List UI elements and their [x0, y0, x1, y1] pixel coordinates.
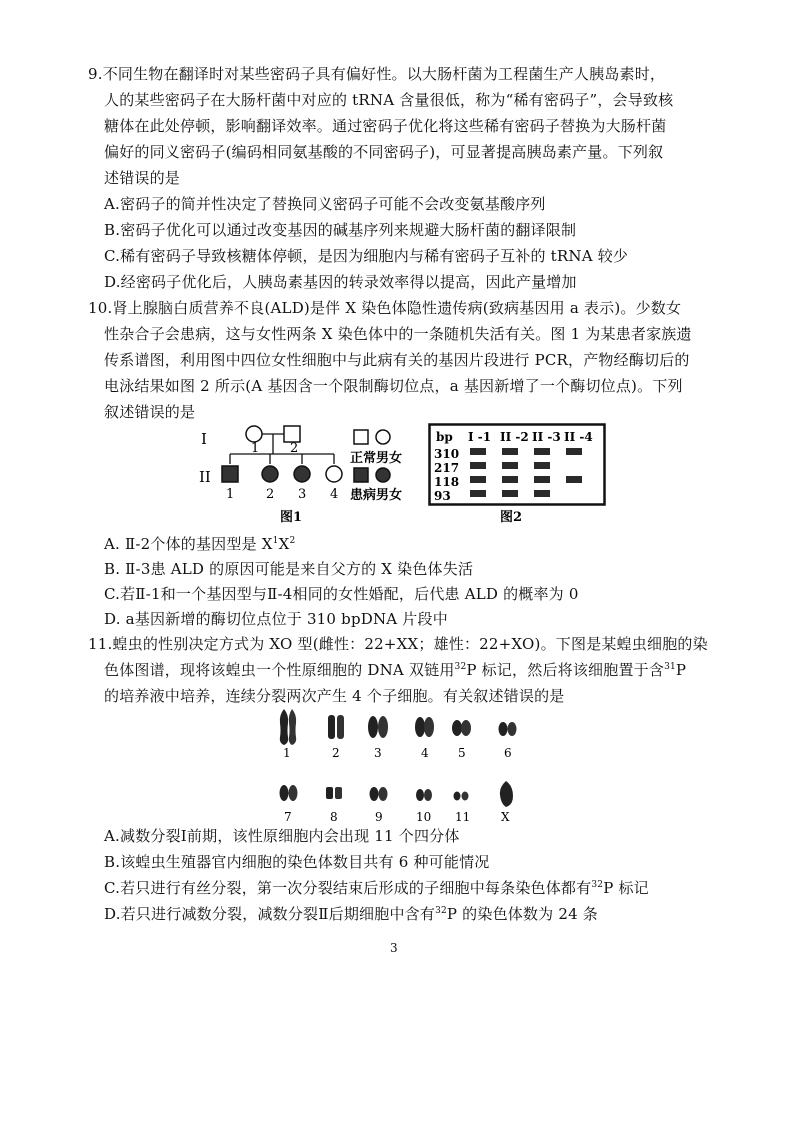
chromosome-10	[416, 789, 432, 801]
gel-band	[502, 462, 518, 469]
karyotype-label-x: X	[501, 810, 510, 823]
gel-figure	[428, 420, 608, 528]
chromosome-7	[280, 785, 298, 801]
female-normal-i1	[246, 426, 262, 442]
pedigree-num-i2: 2	[290, 441, 299, 456]
karyotype-label-2: 2	[332, 746, 340, 760]
legend-normal-male-icon	[354, 430, 368, 444]
female-affected-ii3	[294, 466, 310, 482]
q11-line-2: 色体图谱，现将该蝗虫一个性原细胞的 DNA 双链用$^{32}$P 标记，然后将该细胞置于含$^{31}$P	[104, 661, 687, 679]
chromosome-4	[415, 717, 434, 737]
karyotype-label-10: 10	[416, 810, 432, 823]
q9-option-a: A.密码子的简并性决定了替换同义密码子可能不会改变氨基酸序列	[104, 195, 546, 213]
gel-band	[502, 448, 518, 455]
chromosome-9	[370, 787, 388, 801]
chromosome-5	[452, 720, 471, 736]
gel-band	[470, 476, 486, 483]
q10-option-c: C.若Ⅱ-1和一个基因型与Ⅱ-4相同的女性婚配，后代患 ALD 的概率为 0	[104, 585, 579, 603]
chromosome-x	[500, 781, 513, 807]
gel-band	[470, 490, 486, 497]
male-affected-ii1	[222, 466, 238, 482]
q10-line-4: 电泳结果如图 2 所示(A 基因含一个限制酶切位点，a 基因新增了一个酶切位点)。下列	[104, 377, 683, 395]
q10-option-b: B. Ⅱ-3患 ALD 的原因可能是来自父方的 X 染色体失活	[104, 560, 474, 578]
karyotype-label-5: 5	[458, 746, 466, 760]
chromosome-3	[368, 716, 388, 738]
q9-line-4: 偏好的同义密码子(编码相同氨基酸的不同密码子)，可显著提高胰岛素产量。下列叙	[104, 143, 664, 161]
karyotype-label-8: 8	[330, 810, 338, 823]
karyotype-label-1: 1	[283, 746, 291, 760]
chromosome-6	[499, 722, 517, 736]
q11-option-d: D.若只进行减数分裂，减数分裂Ⅱ后期细胞中含有$^{32}$P 的染色体数为 24 条	[104, 905, 599, 923]
page-number: 3	[390, 941, 398, 955]
q9-line-3: 糖体在此处停顿，影响翻译效率。通过密码子优化将这些稀有密码子替换为大肠杆菌	[104, 117, 667, 135]
q9-line-1: 9.不同生物在翻译时对某些密码子具有偏好性。以大肠杆菌为工程菌生产人胰岛素时，	[88, 65, 666, 83]
q11-line-1: 11.蝗虫的性别决定方式为 XO 型(雌性：22+XX；雄性：22+XO)。下图是某蝗虫细胞的染	[88, 635, 708, 653]
gel-row-310: 310	[434, 447, 460, 461]
pedigree-figure	[196, 420, 421, 528]
figure1-caption: 图1	[280, 510, 303, 525]
q11-option-b: B.该蝗虫生殖器官内细胞的染色体数目共有 6 种可能情况	[104, 853, 490, 871]
karyotype-figure	[270, 705, 530, 823]
generation-label-i: I	[201, 430, 207, 448]
gel-row-217: 217	[434, 461, 460, 475]
pedigree-num-ii4: 4	[330, 487, 339, 502]
gel-band	[470, 462, 486, 469]
gel-band	[502, 490, 518, 497]
gel-band	[534, 476, 550, 483]
chromosome-1	[280, 709, 296, 745]
gel-row-93: 93	[434, 489, 451, 503]
karyotype-label-9: 9	[375, 810, 383, 823]
gel-row-118: 118	[434, 475, 460, 489]
q11-option-c: C.若只进行有丝分裂，第一次分裂结束后形成的子细胞中每条染色体都有$^{32}$P 标记	[104, 879, 649, 897]
q11-option-a: A.减数分裂Ⅰ前期，该性原细胞内会出现 11 个四分体	[104, 827, 460, 845]
karyotype-label-7: 7	[284, 810, 292, 823]
gel-lane-4-label: II -4	[564, 430, 593, 444]
pedigree-num-ii1: 1	[226, 487, 235, 502]
gel-lane-3-label: II -3	[532, 430, 561, 444]
legend-affected-label: 患病男女	[350, 488, 403, 503]
karyotype-label-11: 11	[455, 810, 471, 823]
male-normal-i2	[284, 426, 300, 442]
karyotype-label-6: 6	[504, 746, 512, 760]
gel-band	[534, 462, 550, 469]
legend-affected-female-icon	[376, 468, 390, 482]
karyotype-label-4: 4	[421, 746, 429, 760]
gel-band	[566, 476, 582, 483]
q9-line-2: 人的某些密码子在大肠杆菌中对应的 tRNA 含量很低，称为“稀有密码子”，会导致核	[104, 91, 674, 109]
q10-line-1: 10.肾上腺脑白质营养不良(ALD)是伴 X 染色体隐性遗传病(致病基因用 a 表示)。少数女	[88, 299, 682, 317]
q10-line-5: 叙述错误的是	[104, 403, 196, 421]
chromosome-2	[328, 715, 344, 739]
legend-affected-male-icon	[354, 468, 368, 482]
q10-option-d: D. a基因新增的酶切位点位于 310 bpDNA 片段中	[104, 610, 448, 628]
pedigree-num-ii3: 3	[298, 487, 307, 502]
female-normal-ii4	[326, 466, 342, 482]
gel-lane-2-label: II -2	[500, 430, 529, 444]
gel-header-bp: bp	[436, 430, 453, 444]
chromosome-11	[454, 792, 469, 801]
gel-band	[566, 448, 582, 455]
gel-band	[534, 490, 550, 497]
q10-line-3: 传系谱图，利用图中四位女性细胞中与此病有关的基因片段进行 PCR，产物经酶切后的	[104, 351, 690, 369]
female-affected-ii2	[262, 466, 278, 482]
q9-line-5: 述错误的是	[104, 169, 181, 187]
legend-normal-label: 正常男女	[350, 451, 403, 466]
pedigree-num-i1: 1	[251, 441, 260, 456]
q10-line-2: 性杂合子会患病，这与女性两条 X 染色体中的一条随机失活有关。图 1 为某患者家族遗	[104, 325, 692, 343]
q9-option-c: C.稀有密码子导致核糖体停顿，是因为细胞内与稀有密码子互补的 tRNA 较少	[104, 247, 629, 265]
pedigree-num-ii2: 2	[266, 487, 275, 502]
karyotype-label-3: 3	[374, 746, 382, 760]
gel-band	[534, 448, 550, 455]
q9-option-d: D.经密码子优化后，人胰岛素基因的转录效率得以提高，因此产量增加	[104, 273, 577, 291]
q10-option-a: A. Ⅱ-2个体的基因型是 $X^1X^2$	[104, 535, 296, 553]
generation-label-ii: II	[199, 468, 211, 486]
gel-band	[502, 476, 518, 483]
gel-band	[470, 448, 486, 455]
legend-normal-female-icon	[376, 430, 390, 444]
q9-option-b: B.密码子优化可以通过改变基因的碱基序列来规避大肠杆菌的翻译限制	[104, 221, 577, 239]
q11-line-3: 的培养液中培养，连续分裂两次产生 4 个子细胞。有关叙述错误的是	[104, 687, 565, 705]
chromosome-8	[326, 787, 342, 799]
figure2-caption: 图2	[500, 510, 523, 525]
gel-lane-1-label: I -1	[468, 430, 492, 444]
